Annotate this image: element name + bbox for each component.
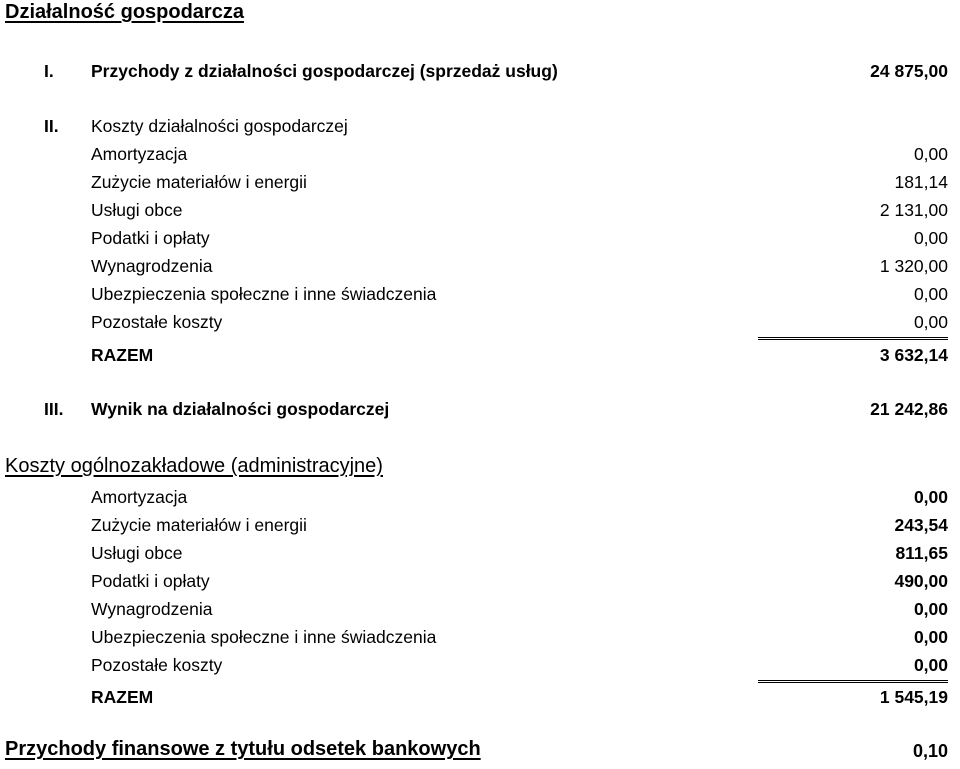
finance-income-value: 0,10 <box>912 741 948 761</box>
admin-cost-value: 0,00 <box>913 487 948 507</box>
finance-income-row <box>0 736 960 766</box>
admin-cost-row <box>0 512 960 538</box>
page-title: Działalność gospodarcza <box>5 1 244 23</box>
admin-cost-label: Pozostałe koszty <box>91 655 223 675</box>
cost-label: Amortyzacja <box>91 144 188 164</box>
section-label: Koszty działalności gospodarczej <box>91 116 348 136</box>
admin-cost-row <box>0 484 960 510</box>
admin-cost-value: 490,00 <box>894 571 948 591</box>
admin-cost-row <box>0 596 960 622</box>
cost-value: 0,00 <box>913 228 948 248</box>
cost-row <box>0 253 960 279</box>
cost-label: Pozostałe koszty <box>91 312 223 332</box>
cost-row <box>0 225 960 251</box>
admin-cost-row <box>0 540 960 566</box>
cost-label: Wynagrodzenia <box>91 256 213 276</box>
admin-cost-label: Podatki i opłaty <box>91 571 210 591</box>
admin-cost-label: Amortyzacja <box>91 487 188 507</box>
admin-cost-label: Usługi obce <box>91 543 183 563</box>
admin-total-row <box>0 684 960 710</box>
cost-row <box>0 281 960 307</box>
admin-total-double-rule <box>758 680 948 683</box>
total-double-rule <box>758 337 948 340</box>
cost-label: Podatki i opłaty <box>91 228 210 248</box>
admin-cost-value: 243,54 <box>894 515 948 535</box>
cost-label: Usługi obce <box>91 200 183 220</box>
cost-value: 0,00 <box>913 284 948 304</box>
cost-value: 181,14 <box>894 172 948 192</box>
section-result-row <box>0 396 960 422</box>
admin-cost-value: 0,00 <box>913 627 948 647</box>
total-label: RAZEM <box>91 345 154 365</box>
section-value: 24 875,00 <box>870 61 948 81</box>
admin-cost-value: 0,00 <box>913 599 948 619</box>
admin-cost-row <box>0 624 960 650</box>
admin-cost-value: 811,65 <box>895 543 948 563</box>
admin-cost-label: Wynagrodzenia <box>91 599 213 619</box>
section-value: 21 242,86 <box>870 399 948 419</box>
total-value: 3 632,14 <box>879 345 948 365</box>
section-number: III. <box>44 399 64 419</box>
cost-value: 2 131,00 <box>879 200 948 220</box>
section-number: II. <box>44 116 59 136</box>
admin-total-label: RAZEM <box>91 687 154 707</box>
costs-total-row <box>0 342 960 368</box>
section-label: Przychody z działalności gospodarczej (sprzedaż usług) <box>91 61 558 81</box>
admin-cost-value: 0,00 <box>913 655 948 675</box>
section-number: I. <box>44 61 54 81</box>
admin-cost-row <box>0 652 960 678</box>
cost-row <box>0 197 960 223</box>
admin-cost-label: Zużycie materiałów i energii <box>91 515 307 535</box>
section-revenue-row <box>0 58 960 84</box>
admin-cost-label: Ubezpieczenia społeczne i inne świadczenia <box>91 627 437 647</box>
cost-value: 0,00 <box>913 312 948 332</box>
cost-value: 1 320,00 <box>879 256 948 276</box>
cost-row <box>0 141 960 167</box>
cost-label: Zużycie materiałów i energii <box>91 172 307 192</box>
cost-label: Ubezpieczenia społeczne i inne świadczenia <box>91 284 437 304</box>
section-label: Wynik na działalności gospodarczej <box>91 399 390 419</box>
cost-row <box>0 309 960 335</box>
cost-row <box>0 169 960 195</box>
finance-income-heading: Przychody finansowe z tytułu odsetek bankowych <box>5 738 481 760</box>
admin-costs-heading: Koszty ogólnozakładowe (administracyjne) <box>5 455 383 477</box>
section-costs-header <box>0 113 960 139</box>
admin-cost-row <box>0 568 960 594</box>
admin-total-value: 1 545,19 <box>879 687 948 707</box>
cost-value: 0,00 <box>913 144 948 164</box>
